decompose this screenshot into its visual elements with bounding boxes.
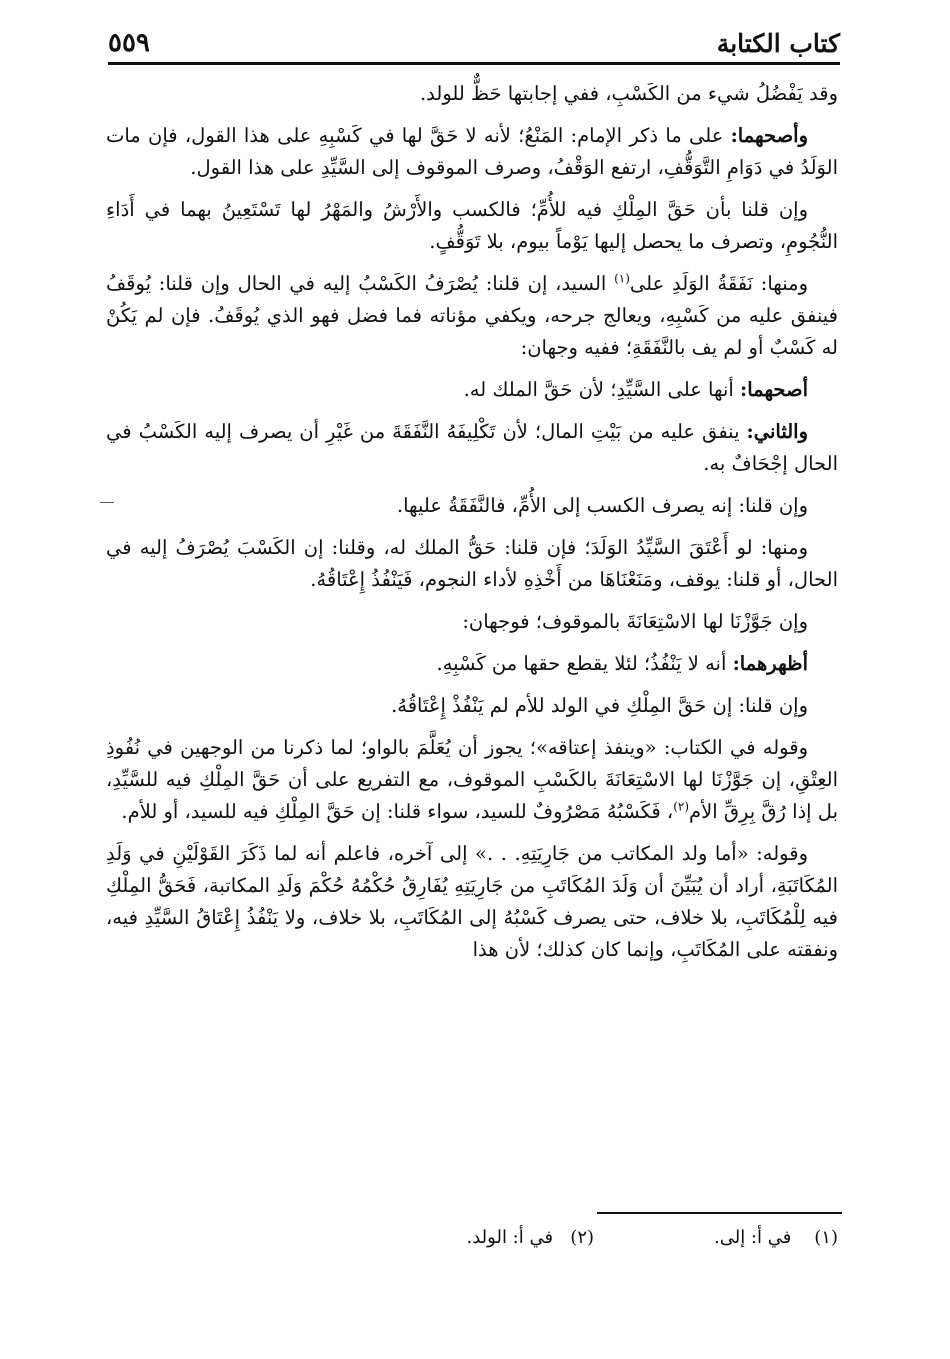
paragraph-text: ، فَكَسْبُهُ مَصْرُوفٌ للسيد، سواء قلنا: إن حَقَّ المِلْكِ فيه للسيد، أو للأم. <box>121 800 674 823</box>
paragraph <box>106 690 838 722</box>
body-text <box>106 78 838 976</box>
paragraph-lead: أظهرهما: <box>732 652 808 675</box>
paragraph-text: وقوله في الكتاب: «وينفذ إعتاقه»؛ يجوز أن يُعَلَّمَ بالواو؛ لما ذكرنا من الوجهين في نُفُوذِ العِتْقِ، إن جَوَّزْنَا لها الاسْتِعَانَةَ بالكَسْبِ الموقوف، مع التفريع على أن حَقَّ المِلْكِ فيه للسَّيِّدِ، بل إذا رُقَّ بِرِقِّ الأم <box>106 736 838 823</box>
paragraph-lead: والثاني: <box>746 420 808 443</box>
footnote <box>467 1224 595 1252</box>
paragraph <box>106 416 838 480</box>
paragraph <box>106 374 838 406</box>
page-number: ٥٥٩ <box>108 28 150 58</box>
running-title: كتاب الكتابة <box>716 29 840 58</box>
footnote-text: في أ: الولد. <box>466 1227 554 1248</box>
paragraph <box>106 606 838 638</box>
footnote-marker: (٢) <box>570 1227 595 1248</box>
page-header <box>108 22 840 58</box>
paragraph-text: وإن جَوَّزْنَا لها الاسْتِعَانَةَ بالموقوف؛ فوجهان: <box>462 610 808 633</box>
paragraph-text: وإن قلنا: إن حَقَّ المِلْكِ في الولد للأم لم يَنْفُذْ إِعْتَاقُهُ. <box>391 694 808 717</box>
paragraph-text: ينفق عليه من بَيْتِ المال؛ لأن تَكْلِيفَهُ النَّفَقَةَ من غَيْرِ أن يصرف إليه الكَسْبُ في الحال إجْحَافٌ به. <box>106 420 838 475</box>
paragraph <box>106 78 838 110</box>
paragraph <box>106 648 838 680</box>
paragraph-text: ومنها: لو أَعْتَقَ السَّيِّدُ الوَلَدَ؛ فإن قلنا: حَقُّ الملك له، وقلنا: إن الكَسْبَ يُصْرَفُ إليه في الحال، أو قلنا: يوقف، ومَنَعْنَاهَا من أَخْذِهِ لأداء النجوم، فَيَنْفُذُ إِعْتَاقُهُ. <box>106 536 838 591</box>
paragraph <box>106 194 838 258</box>
footnote <box>714 1224 838 1252</box>
footnote-rule <box>597 1212 842 1214</box>
footnote-ref: (١) <box>614 271 630 286</box>
paragraph-text: وقوله: «أما ولد المكاتب من جَارِيَتِهِ. . .» إلى آخره، فاعلم أنه لما ذَكَرَ القَوْلَيْنِ في وَلَدِ المُكَاتَبَةِ، أراد أن يُبَيِّنَ أن وَلَدَ المُكَاتَبِ من جَارِيَتِهِ يُفَارِقُ حُكْمُهُ حُكْمَ وَلَدِ المكاتبة، فَحَقُّ المِلْكِ فيه لِلْمُكَاتَبِ، بلا خلاف، حتى يصرف كَسْبُهُ إلى المُكَاتَبِ، بلا خلاف، ولا يَنْفُذُ إِعْتَاقُ السَّيِّدِ فيه، ونفقته على المُكَاتَبِ، وإنما كان كذلك؛ لأن هذا <box>106 842 838 961</box>
paragraph-text: أنه لا يَنْفُذُ؛ لئلا يقطع حقها من كَسْبِهِ. <box>436 652 733 675</box>
paragraph-text: السيد، إن قلنا: يُصْرَفُ الكَسْبُ إليه في الحال وإن قلنا: يُوقَفُ فينفق عليه من كَسْبِهِ، ويعالج جرحه، ويكفي مؤناته فما فضل فهو الذي يُوقَفُ. فإن لم يَكُنْ له كَسْبٌ أو لم يف بالنَّفَقَةِ؛ ففيه وجهان: <box>106 272 838 359</box>
paragraph-lead: وأصحهما: <box>730 124 808 147</box>
paragraph <box>106 838 838 966</box>
paragraph <box>106 532 838 596</box>
paragraph-lead: أصحهما: <box>740 378 808 401</box>
paragraph <box>106 732 838 828</box>
footnotes <box>300 1224 838 1252</box>
footnote-marker: (١) <box>814 1227 838 1248</box>
header-rule <box>108 62 840 65</box>
footnote-ref: (٢) <box>673 799 690 814</box>
paragraph <box>106 120 838 184</box>
paragraph <box>106 490 838 522</box>
paragraph-text: وإن قلنا بأن حَقَّ المِلْكِ فيه للأُمِّ؛ فالكسب والأَرْشُ والمَهْرُ لها تَسْتَعِينُ بهما في أَدَاءِ النُّجُومِ، وتصرف ما يحصل إليها يَوْماً بيوم، بلا تَوَقُّفٍ. <box>106 198 838 253</box>
paragraph-text: أنها على السَّيِّدِ؛ لأن حَقَّ الملك له. <box>463 378 741 401</box>
paragraph-text: ومنها: نَفَقَةُ الوَلَدِ على <box>629 272 808 295</box>
paragraph-text: وقد يَفْضُلُ شيء من الكَسْبِ، ففي إجابتها حَظٌّ للولد. <box>419 82 838 105</box>
footnote-text: في أ: إلى. <box>714 1227 792 1248</box>
paragraph <box>106 268 838 364</box>
paragraph-text: وإن قلنا: إنه يصرف الكسب إلى الأُمِّ، فالنَّفَقَةُ عليها. <box>396 494 808 517</box>
paragraph-text: على ما ذكر الإمام: المَنْعُ؛ لأنه لا حَقَّ لها في كَسْبِهِ على هذا القول، فإن مات الوَلَدُ في دَوَامِ التَّوَقُّفِ، ارتفع الوَقْفُ، وصرف الموقوف إلى السَّيِّدِ على هذا القول. <box>106 124 838 179</box>
